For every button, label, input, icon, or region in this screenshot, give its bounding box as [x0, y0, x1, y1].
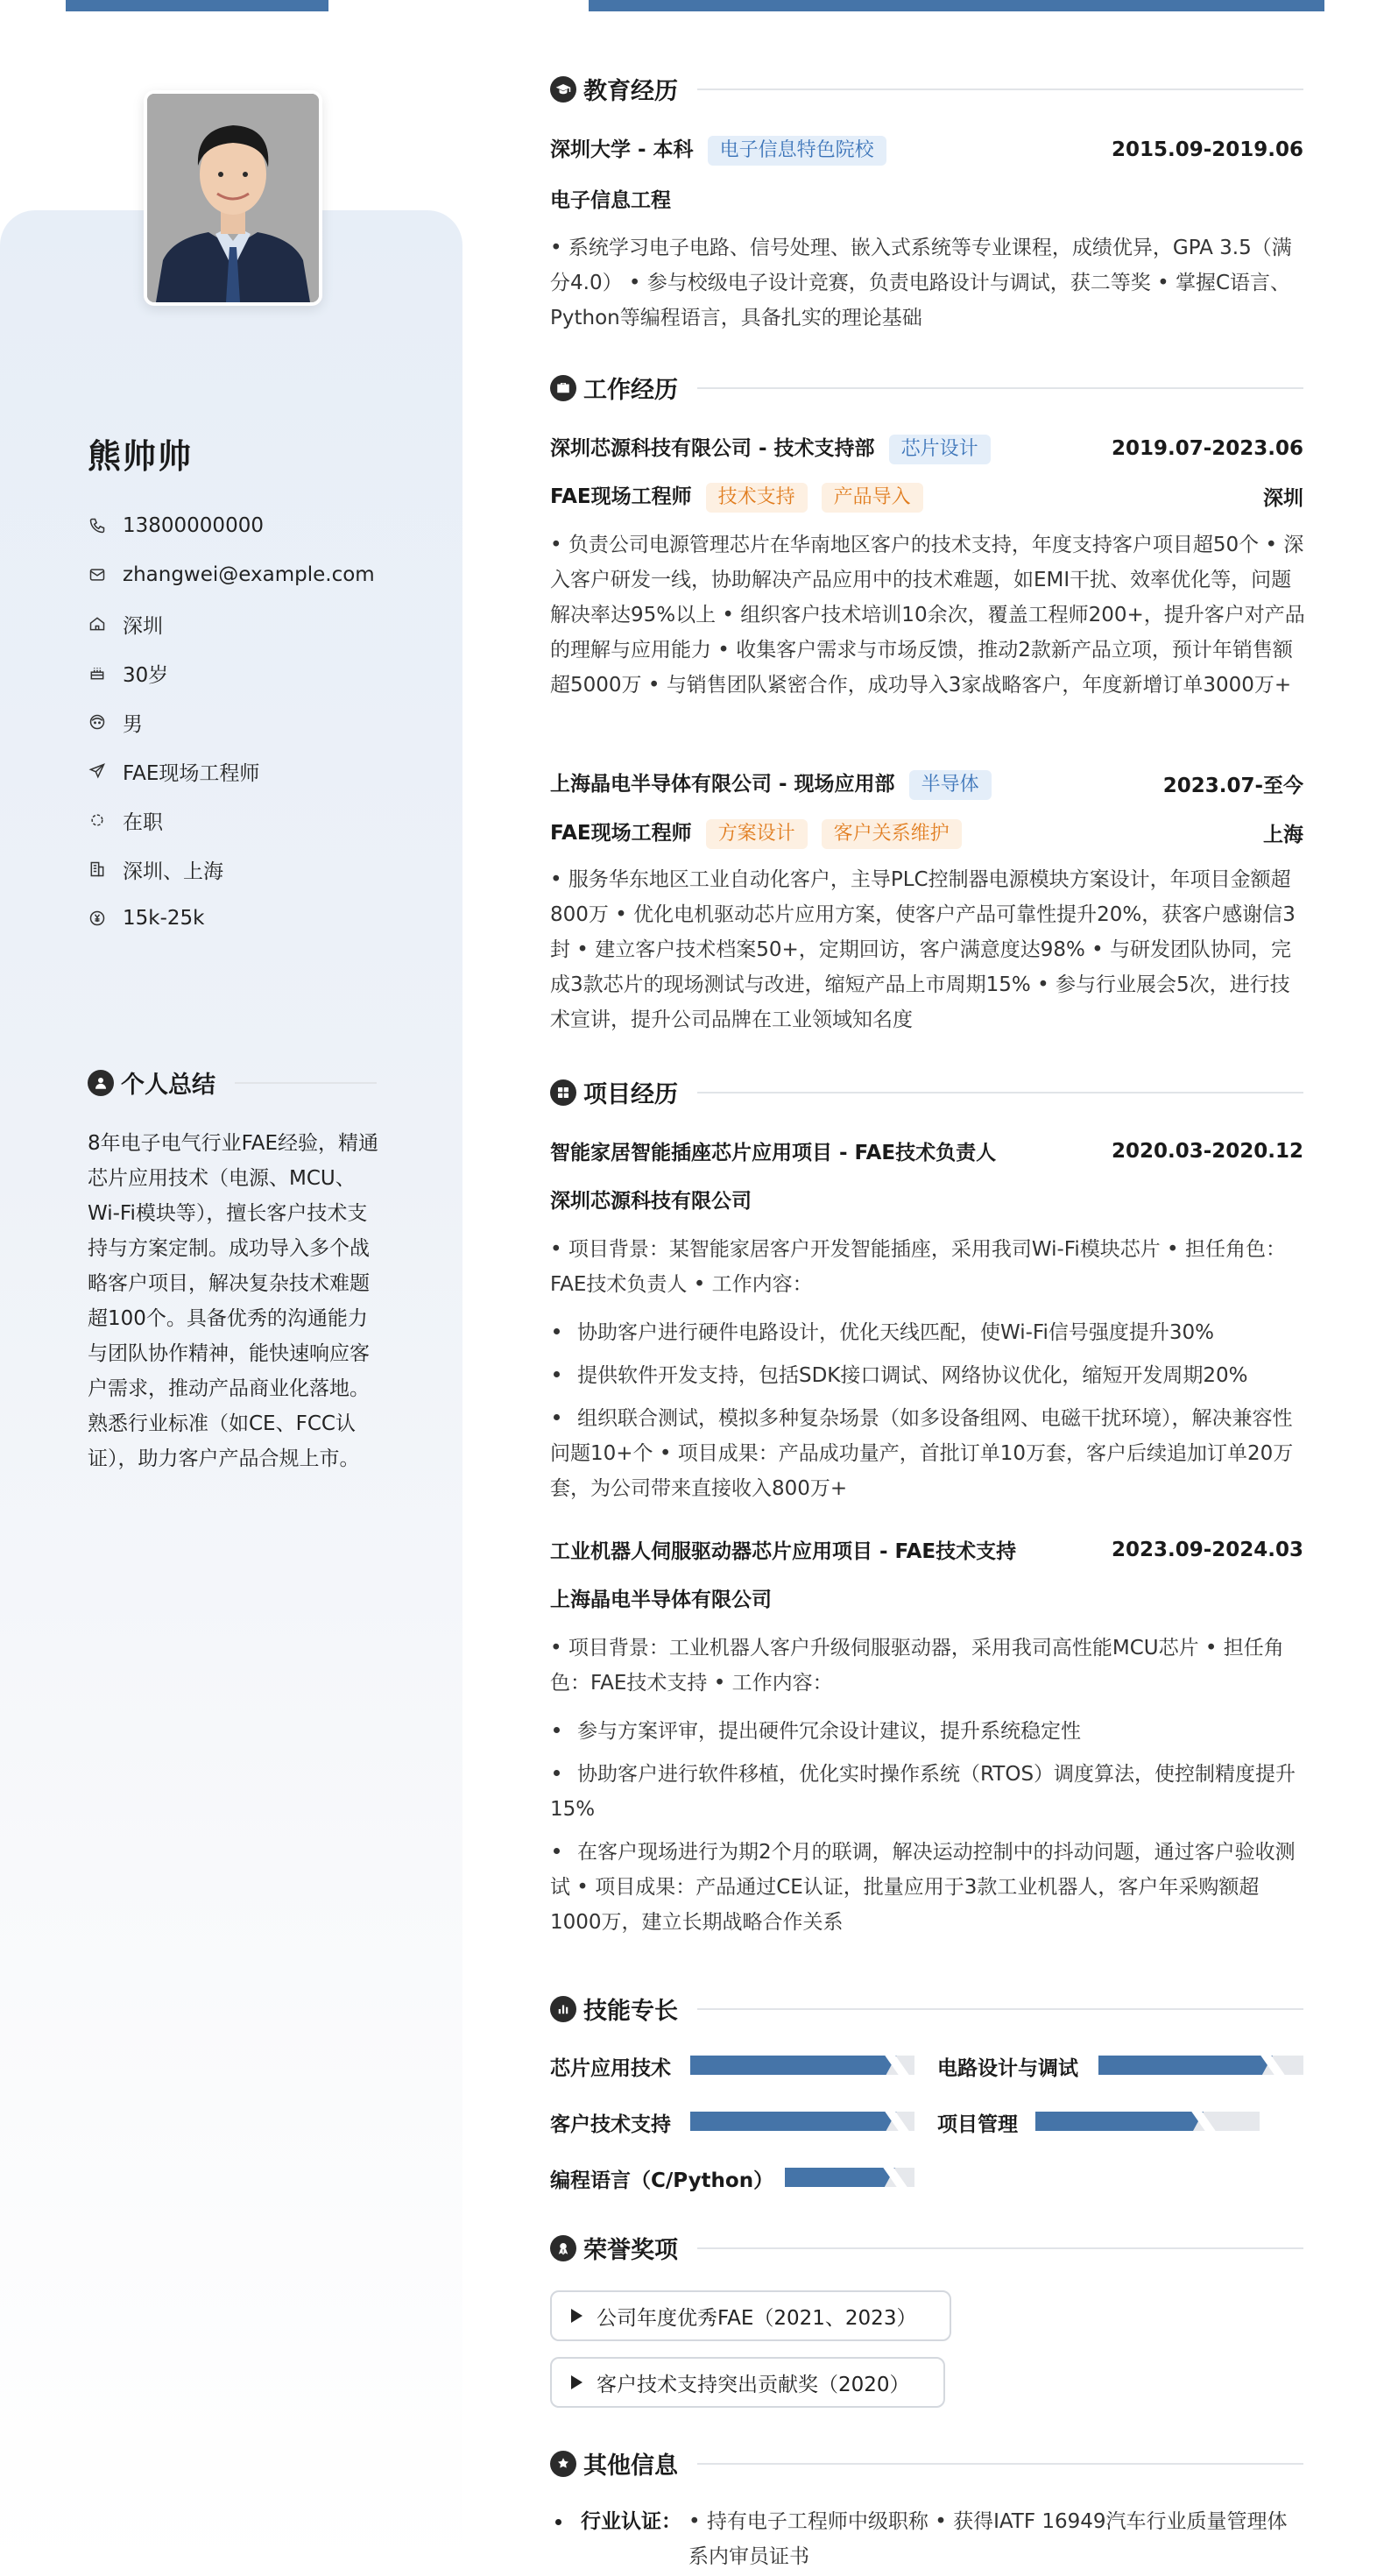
bar-chart-icon — [550, 1996, 576, 2022]
skill-label: 客户技术支持 — [550, 2113, 671, 2136]
project-2-company-row — [550, 1583, 1303, 1612]
play-triangle-icon — [571, 2309, 583, 2323]
divider — [697, 1092, 1303, 1093]
project-name: 智能家居智能插座芯片应用项目 - FAE技术负责人 — [550, 1142, 997, 1164]
job-1-header-row — [550, 432, 1303, 464]
project-1-bullet: 组织联合测试，模拟多种复杂场景（如多设备组网、电磁干扰环境），解决兼容性问题10+个 • 项目成果：产品成功量产，首批订单10万套，客户后续追加订单20万套，为公司带来直接收入800万+ — [550, 1407, 1294, 1500]
cake-icon — [88, 663, 107, 683]
grid-icon — [550, 1079, 576, 1106]
summary-title: 个人总结 — [121, 1072, 215, 1099]
job-skill-tag: 技术支持 — [706, 483, 808, 513]
email-text: zhangwei@example.com — [123, 563, 375, 586]
certification-text: • 持有电子工程师中级职称 • 获得IATF 16949汽车行业质量管理体系内审员证书 — [688, 2510, 1288, 2568]
age-text: 30岁 — [123, 663, 169, 687]
status-icon — [88, 810, 107, 830]
project-2-intro: • 项目背景：工业机器人客户升级伺服驱动器，采用我司高性能MCU芯片 • 担任角色：FAE技术支持 • 工作内容： — [550, 1637, 1284, 1695]
education-description: • 系统学习电子电路、信号处理、嵌入式系统等专业课程，成绩优异，GPA 3.5（满分4.0） • 参与校级电子设计竞赛，负责电路设计与调试，获二等奖 • 掌握C语言、Python等编程语言，具备扎实的理论基础 — [550, 237, 1292, 329]
job-skill-tag: 客户关系维护 — [822, 819, 962, 849]
job-industry-tag: 半导体 — [909, 770, 992, 800]
job-1-description: • 负责公司电源管理芯片在华南地区客户的技术支持，年度支持客户项目超50个 • 深入客户研发一线，协助解决产品应用中的技术难题，如EMI干扰、效率优化等，问题解决率达95%以上 • 组织客户技术培训10余次，覆盖工程师200+，提升客户对产品的理解与应用能力 • 收集客户需求与市场反馈，推动2款新产品立项，预计年销售额超5000万 • 与销售团队紧密合作，成功导入3家战略客户，年度新增订单3000万+ — [550, 534, 1305, 697]
job-1-role-row — [550, 480, 1303, 513]
divider — [235, 1082, 377, 1084]
play-triangle-icon — [571, 2375, 583, 2389]
education-header-row — [550, 133, 1303, 166]
skill-bar — [690, 2112, 914, 2131]
education-major-row — [550, 184, 1303, 213]
work-section-header — [550, 371, 1303, 405]
job-2-header-row — [550, 768, 1303, 800]
education-date: 2015.09-2019.06 — [1111, 138, 1303, 161]
graduation-cap-icon — [550, 76, 576, 103]
job-date: 2019.07-2023.06 — [1111, 436, 1303, 460]
project-1-bullet: 协助客户进行硬件电路设计，优化天线匹配，使Wi-Fi信号强度提升30% — [550, 1315, 1305, 1350]
project-name: 工业机器人伺服驱动器芯片应用项目 - FAE技术支持 — [550, 1540, 1017, 1563]
info-city — [88, 599, 375, 648]
projects-title: 项目经历 — [583, 1081, 678, 1108]
info-status — [88, 796, 375, 845]
info-icon — [550, 2451, 576, 2477]
awards-section-header — [550, 2231, 1303, 2265]
skill-fill — [1098, 2056, 1273, 2075]
send-icon — [88, 761, 107, 781]
divider — [697, 2247, 1303, 2249]
projects-section-header — [550, 1075, 1303, 1109]
project-2-bullet: 参与方案评审，提出硬件冗余设计建议，提升系统稳定性 — [550, 1714, 1305, 1749]
status-text: 在职 — [123, 810, 163, 834]
info-phone — [88, 501, 375, 550]
avatar — [144, 90, 322, 306]
info-email — [88, 550, 375, 599]
skill-bar — [690, 2056, 914, 2075]
job-role: FAE现场工程师 — [550, 822, 692, 845]
face-icon — [88, 712, 107, 732]
salary-text: 15k-25k — [123, 907, 205, 930]
job-company: 深圳芯源科技有限公司 - 技术支持部 — [550, 437, 875, 460]
school-name: 深圳大学 - 本科 — [550, 138, 694, 161]
skill-fill — [690, 2112, 897, 2131]
project-2-header-row — [550, 1535, 1303, 1564]
info-gender — [88, 697, 375, 747]
summary-section-header — [88, 1065, 377, 1100]
other-section-header — [550, 2446, 1303, 2480]
yuan-coin-icon — [88, 909, 107, 928]
skill-fill — [785, 2168, 895, 2187]
divider — [697, 2463, 1303, 2465]
project-date: 2020.03-2020.12 — [1111, 1139, 1303, 1163]
divider — [697, 88, 1303, 90]
job-industry-tag: 芯片设计 — [889, 435, 991, 464]
divider — [697, 2008, 1303, 2010]
skill-fill — [690, 2056, 897, 2075]
contact-info-list — [88, 501, 375, 943]
school-tag: 电子信息特色院校 — [708, 136, 886, 166]
top-accent-bar-right — [589, 0, 1324, 11]
skill-bar — [785, 2168, 914, 2187]
work-title: 工作经历 — [583, 377, 678, 404]
award-item[interactable] — [550, 2357, 945, 2408]
job-city: 上海 — [1263, 824, 1303, 846]
project-1-company-row — [550, 1185, 1303, 1214]
work-city-text: 深圳、上海 — [123, 860, 223, 883]
other-info-row — [550, 2504, 1305, 2574]
award-item[interactable] — [550, 2290, 951, 2341]
info-salary — [88, 894, 375, 943]
project-2-bullet: 协助客户进行软件移植，优化实时操作系统（RTOS）调度算法，使控制精度提升15% — [550, 1763, 1296, 1821]
summary-text: 8年电子电气行业FAE经验，精通芯片应用技术（电源、MCU、Wi-Fi模块等），擅长客户技术支持与方案定制。成功导入多个战略客户项目，解决复杂技术难题超100个。具备优秀的沟通能力与团队协作精神，能快速响应客户需求，推动产品商业化落地。熟悉行业标准（如CE、FCC认证），助力客户产品合规上市。 — [88, 1132, 379, 1470]
project-1-bullet: 提供软件开发支持，包括SDK接口调试、网络协议优化，缩短开发周期20% — [550, 1358, 1305, 1393]
job-city: 深圳 — [1263, 487, 1303, 510]
gender-text: 男 — [123, 712, 143, 736]
project-date: 2023.09-2024.03 — [1111, 1538, 1303, 1561]
job-2-description: • 服务华东地区工业自动化客户，主导PLC控制器电源模块方案设计，年项目金额超800万 • 优化电机驱动芯片应用方案，使客户产品可靠性提升20%，获客户感谢信3封 • 建立客户技术档案50+，定期回访，客户满意度达98% • 与研发团队协同，完成3款芯片的现场测试与改进，缩短产品上市周期15% • 参与行业展会5次，进行技术宣讲，提升公司品牌在工业领域知名度 — [550, 868, 1296, 1031]
profile-photo — [147, 94, 319, 302]
skills-section-header — [550, 1992, 1303, 2026]
award-text: 公司年度优秀FAE（2021、2023） — [597, 2306, 917, 2330]
certification-label: 行业认证： — [581, 2510, 681, 2533]
award-text: 客户技术支持突出贡献奖（2020） — [597, 2373, 910, 2396]
skill-label: 项目管理 — [937, 2113, 1018, 2136]
other-title: 其他信息 — [583, 2452, 678, 2480]
skill-label: 编程语言（C/Python） — [550, 2169, 774, 2192]
top-accent-bar-left — [66, 0, 328, 11]
project-company: 深圳芯源科技有限公司 — [550, 1190, 752, 1213]
candidate-name: 熊帅帅 — [88, 437, 194, 476]
skill-label: 电路设计与调试 — [937, 2057, 1078, 2080]
education-major: 电子信息工程 — [550, 189, 671, 212]
job-company: 上海晶电半导体有限公司 - 现场应用部 — [550, 773, 895, 796]
info-work-city — [88, 845, 375, 894]
briefcase-icon — [550, 375, 576, 401]
mail-icon — [88, 565, 107, 584]
user-circle-icon — [88, 1070, 114, 1096]
project-1-intro: • 项目背景：某智能家居客户开发智能插座，采用我司Wi-Fi模块芯片 • 担任角色：FAE技术负责人 • 工作内容： — [550, 1238, 1286, 1296]
position-text: FAE现场工程师 — [123, 761, 260, 785]
skill-bar — [1098, 2056, 1303, 2075]
info-age — [88, 648, 375, 697]
project-company: 上海晶电半导体有限公司 — [550, 1589, 772, 1611]
job-2-role-row — [550, 817, 1303, 849]
info-position — [88, 747, 375, 796]
skills-title: 技能专长 — [583, 1998, 678, 2025]
skill-fill — [1035, 2112, 1204, 2131]
home-icon — [88, 614, 107, 633]
project-2-bullet: 在客户现场进行为期2个月的联调，解决运动控制中的抖动问题，通过客户验收测试 • 项目成果：产品通过CE认证，批量应用于3款工业机器人，客户年采购额超1000万，建立长期战略合作关系 — [550, 1841, 1296, 1934]
phone-text: 13800000000 — [123, 514, 264, 537]
city-text: 深圳 — [123, 614, 163, 638]
phone-icon — [88, 516, 107, 535]
award-icon — [550, 2235, 576, 2261]
skill-bar — [1035, 2112, 1260, 2131]
awards-title: 荣誉奖项 — [583, 2237, 678, 2264]
skill-label: 芯片应用技术 — [550, 2057, 671, 2080]
education-title: 教育经历 — [583, 78, 678, 105]
job-skill-tag: 方案设计 — [706, 819, 808, 849]
building-icon — [88, 860, 107, 879]
project-1-header-row — [550, 1136, 1303, 1165]
education-section-header — [550, 72, 1303, 106]
divider — [697, 387, 1303, 389]
job-role: FAE现场工程师 — [550, 485, 692, 508]
job-skill-tag: 产品导入 — [822, 483, 923, 513]
job-date: 2023.07-至今 — [1162, 775, 1303, 797]
